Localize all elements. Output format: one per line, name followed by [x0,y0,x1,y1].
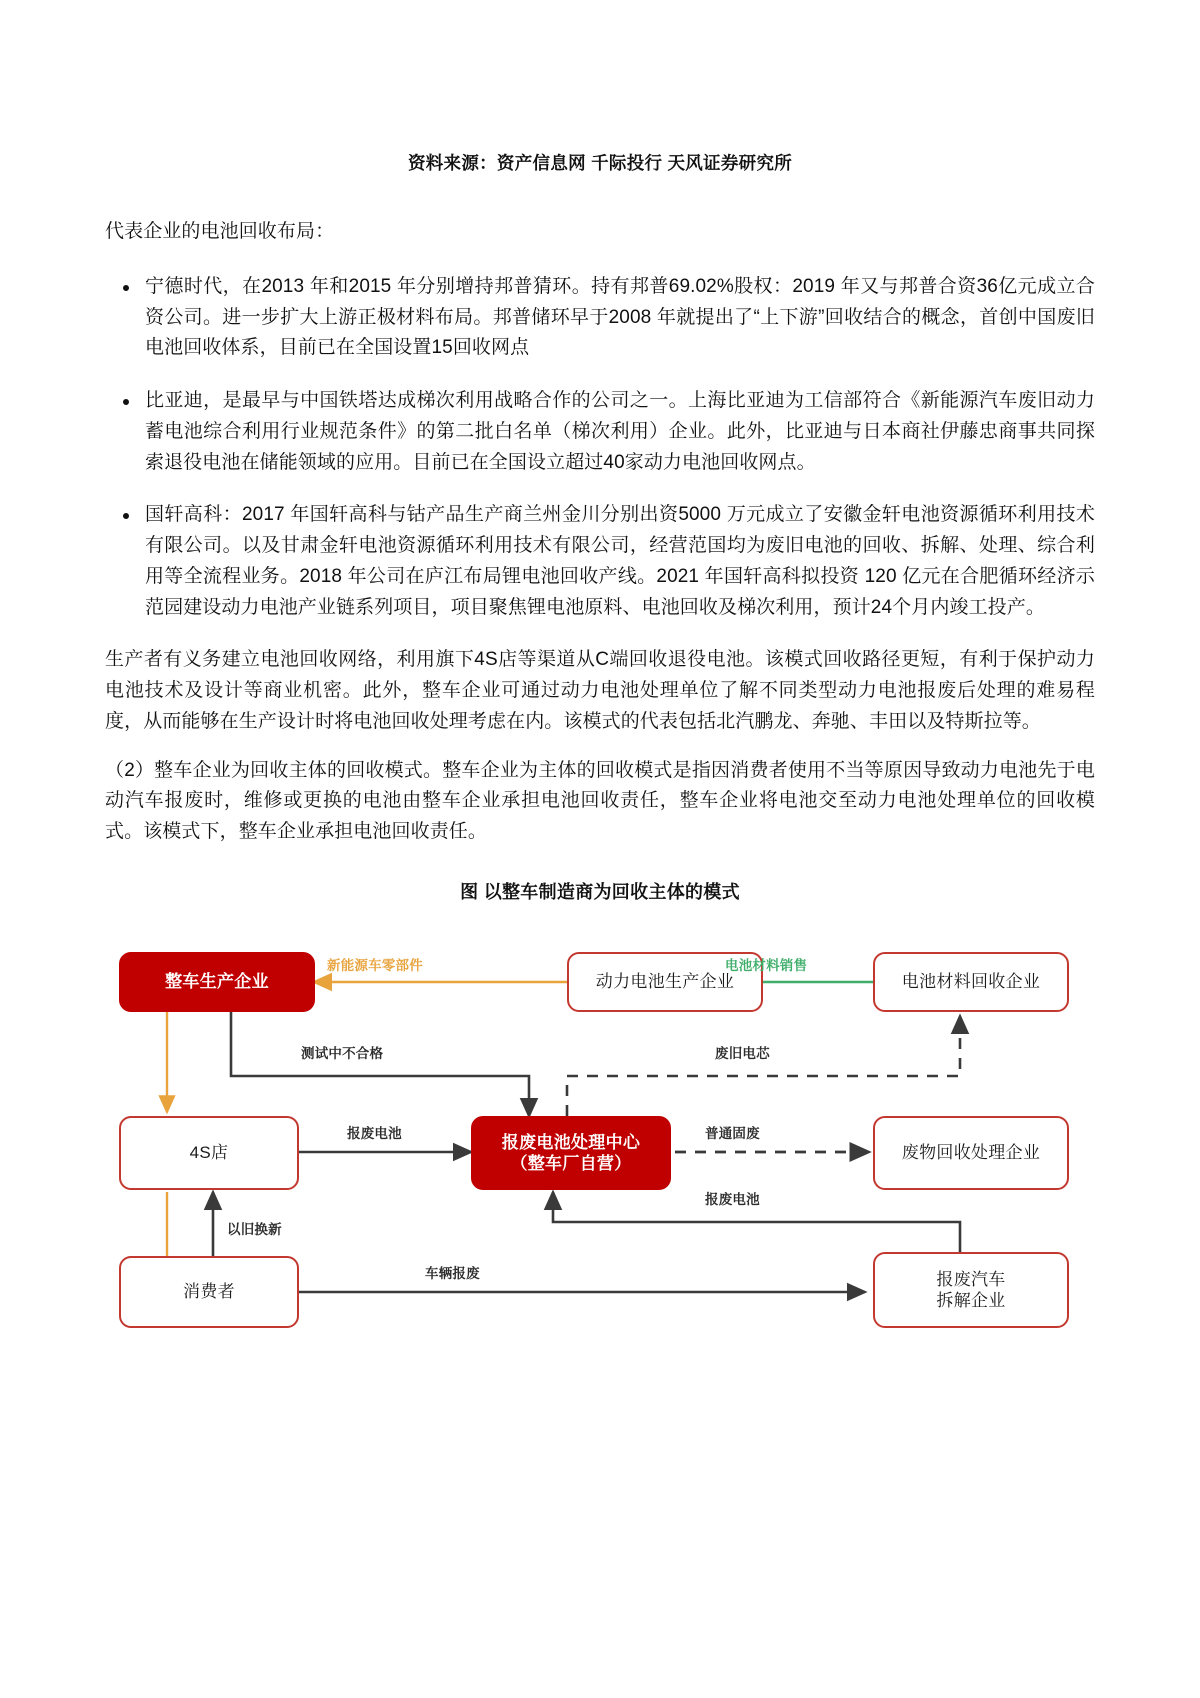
lead-paragraph: 代表企业的电池回收布局： [105,221,335,242]
edge-label-scrap-battery-2: 报废电池 [705,1192,760,1208]
bullet-item-catl [105,272,1095,364]
node-label-line1: 报废电池处理中心 [501,1132,641,1152]
node-material-recycler[interactable] [873,952,1069,1012]
figure-block [105,878,1095,1350]
node-label: 动力电池生产企业 [595,972,735,992]
node-label: 整车生产企业 [165,972,269,992]
edge-label-trade-in: 以旧换新 [227,1222,282,1238]
bullet-text: 国轩高科：2017 年国轩高科与钴产品生产商兰州金川分别出资5000 万元成立了安徽金轩电池资源循环利用技术有限公司。以及甘肃金轩电池资源循环利用技术有限公司，经营范国均为废旧电池的回收、拆解、处理、综合利用等全流程业务。2018 年公司在庐江布局锂电池回收产线。2021 年国轩高科拟投资 120 亿元在合肥循环经济示范园建设动力电池产业链系列项目，项目聚焦锂电池原料、电池回收及梯次利用，预计24个月内竣工投产。 [145,504,1095,618]
bullet-text: 宁德时代，在2013 年和2015 年分别增持邦普猜环。持有邦普69.02%股权：2019 年又与邦普合资36亿元成立合资公司。进一步扩大上游正极材料布局。邦普储环早于2008 年就提出了“上下游”回收结合的概念，首创中国废旧电池回收体系，目前已在全国设置15回收网点 [145,275,1095,359]
bullet-text: 比亚迪，是最早与中国铁塔达成梯次利用战略合作的公司之一。上海比亚迪为工信部符合《新能源汽车废旧动力蓄电池综合利用行业规范条件》的第二批白名单（梯次利用）企业。此外，比亚迪与日本商社伊藤忠商事共同探索退役电池在储能领域的应用。目前已在全国设立超过40家动力电池回收网点。 [145,390,1095,473]
producer-paragraph: 生产者有义务建立电池回收网络，利用旗下4S店等渠道从C端回收退役电池。该模式回收路径更短，有利于保护动力电池技术及设计等商业机密。此外，整车企业可通过动力电池处理单位了解不同类型动力电池报废后处理的难易程度，从而能够在生产设计时将电池回收处理考虑在内。该模式的代表包括北汽鹏龙、奔驰、丰田以及特斯拉等。 [105,649,1095,732]
node-treatment-center[interactable] [471,1116,671,1190]
company-bullet-list [105,272,1095,624]
node-label-line2: （整车厂自营） [510,1154,632,1174]
node-label: 消费者 [183,1282,235,1302]
node-label-line1: 报废汽车 [936,1269,1006,1289]
node-oem[interactable] [119,952,315,1012]
bullet-item-gotion [105,500,1095,623]
edge-label-general-solid-waste: 普通固废 [705,1126,760,1142]
edge-label-failed-test: 测试中不合格 [301,1046,384,1062]
node-waste-recycler[interactable] [873,1116,1069,1190]
figure-title: 图 以整车制造商为回收主体的模式 [460,882,740,903]
node-dismantler[interactable] [873,1252,1069,1328]
node-dealer-4s[interactable] [119,1116,299,1190]
node-label-line2: 拆解企业 [936,1291,1006,1311]
edge-label-vehicle-scrapping: 车辆报废 [425,1266,480,1282]
node-label: 电池材料回收企业 [901,972,1041,992]
node-consumer[interactable] [119,1256,299,1328]
bullet-item-byd [105,386,1095,478]
edge-label-new-energy-parts: 新能源车零部件 [327,958,423,974]
recycling-flow-diagram [105,930,1095,1350]
edge-label-used-cells: 废旧电芯 [715,1046,770,1062]
edge-label-scrap-battery-1: 报废电池 [347,1126,402,1142]
source-attribution: 资料来源：资产信息网 千际投行 天风证券研究所 [407,153,793,173]
edge-label-material-sales: 电池材料销售 [725,958,808,974]
node-label: 4S店 [189,1143,229,1163]
section2-paragraph: （2）整车企业为回收主体的回收模式。整车企业为主体的回收模式是指因消费者使用不当等原因导致动力电池先于电动汽车报废时，维修或更换的电池由整车企业承担电池回收责任，整车企业将电池交至动力电池处理单位的回收模式。该模式下，整车企业承担电池回收责任。 [105,759,1095,843]
node-label: 废物回收处理企业 [901,1143,1041,1163]
